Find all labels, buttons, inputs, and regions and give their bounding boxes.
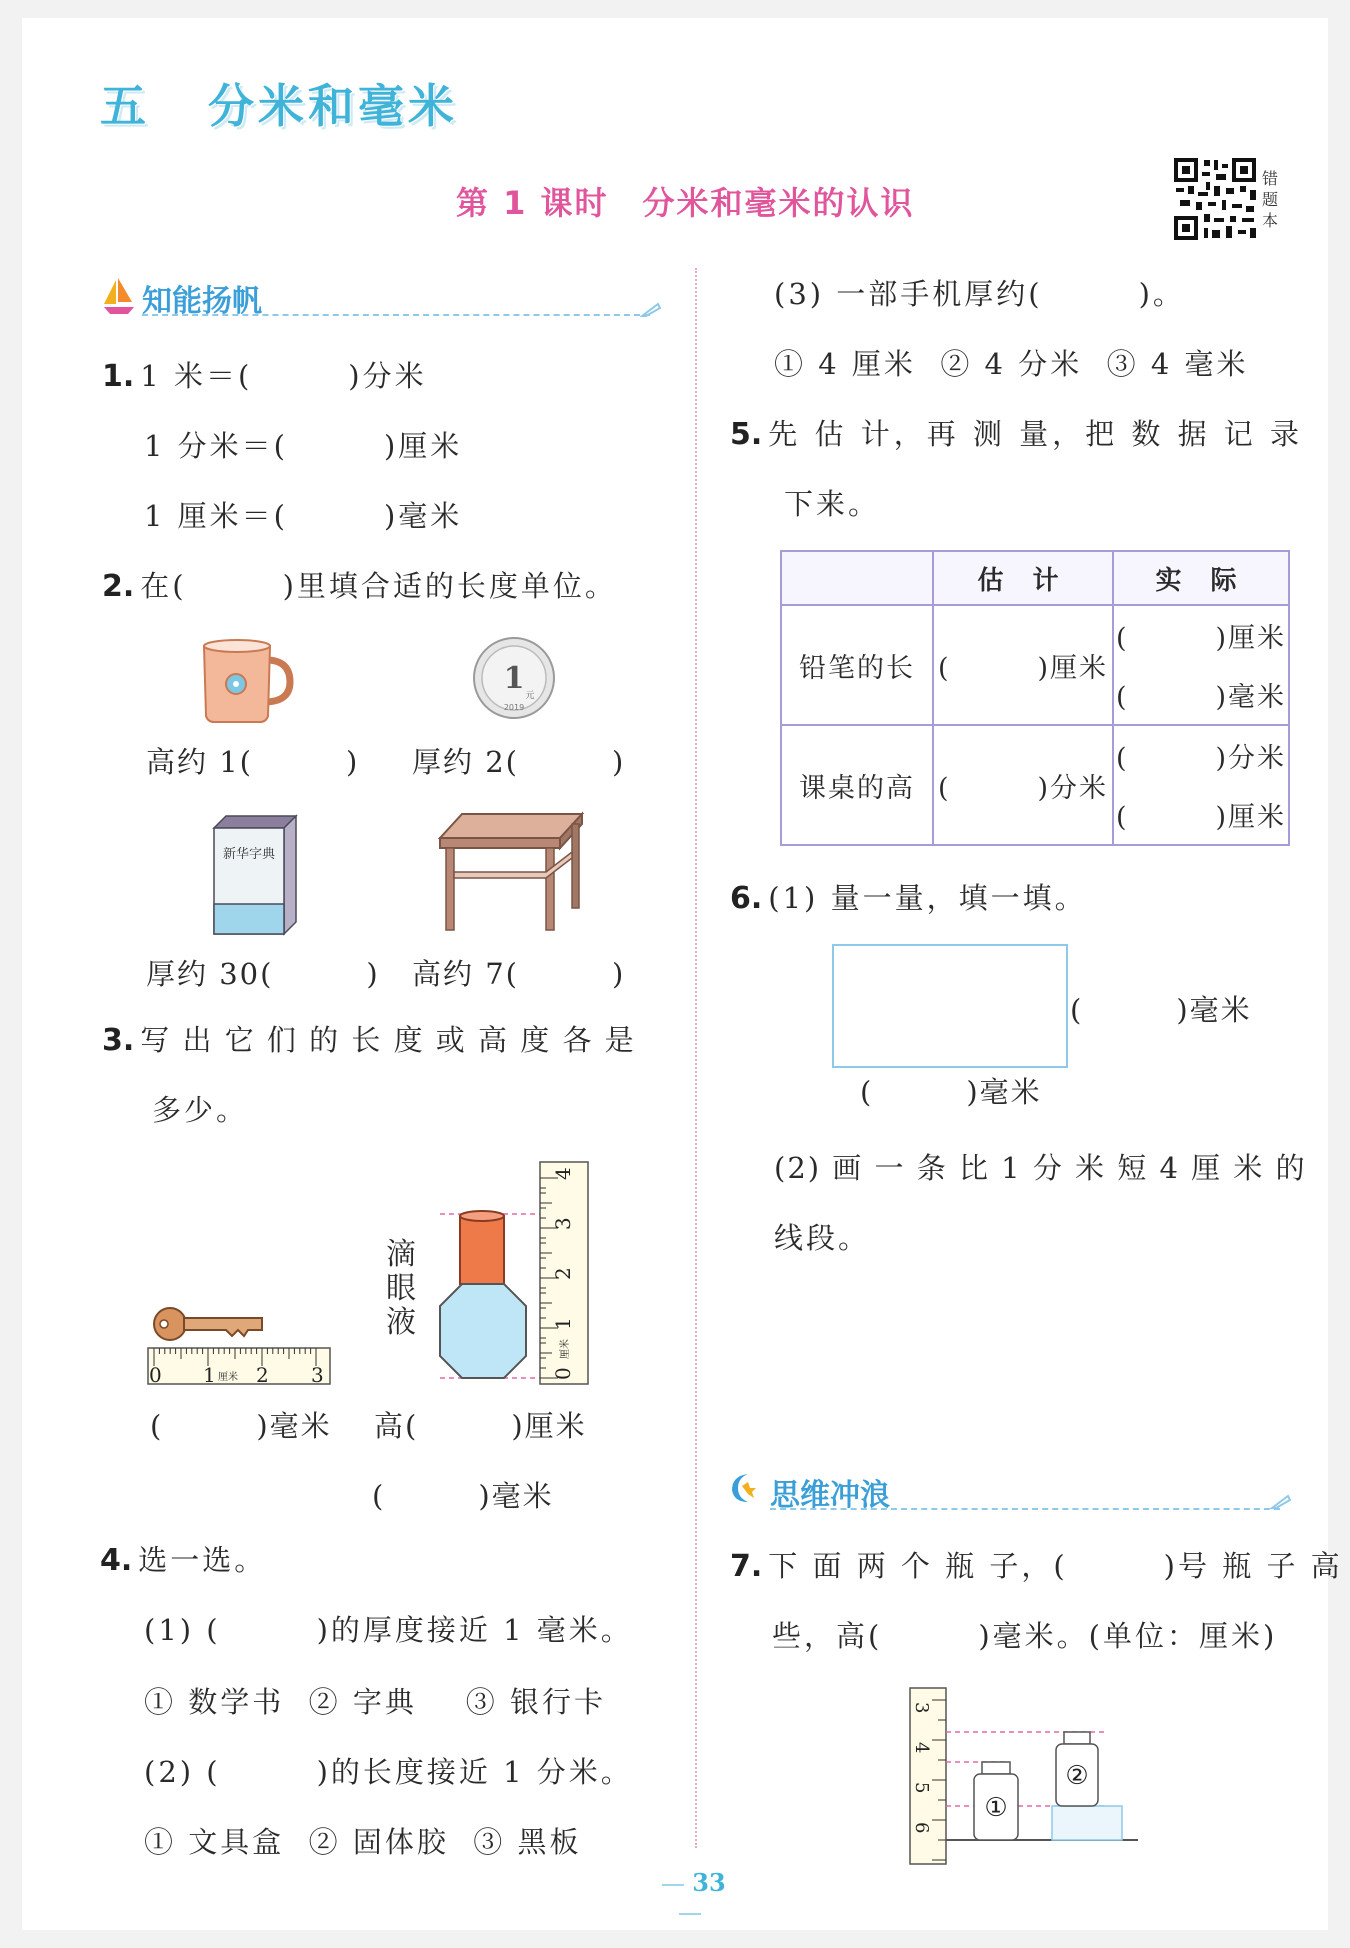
measure-rectangle	[832, 944, 1068, 1068]
wave-icon	[726, 1470, 762, 1506]
lesson-title: 第 1 课时 分米和毫米的认识	[456, 184, 915, 222]
key-answer: ( )毫米	[150, 1409, 332, 1443]
desk-caption: 高约 7( )	[412, 957, 626, 991]
vruler-tick-1: 1	[551, 1317, 575, 1330]
q3-line1	[102, 1018, 636, 1059]
qr-label: 错题本	[1262, 169, 1279, 230]
bottle-2-icon	[1056, 1732, 1098, 1806]
section-thinking: 思维冲浪	[770, 1478, 890, 1513]
section-line	[142, 314, 650, 316]
q5-number: 5.	[730, 417, 763, 452]
cup-icon	[200, 636, 296, 724]
page-number	[640, 1868, 740, 1926]
q4-part3-options: ① 4 厘米 ② 4 分米 ③ 4 毫米	[774, 347, 1249, 381]
coin-year: 2019	[503, 703, 525, 712]
book-label: 新华字典	[222, 847, 276, 862]
bottle-label	[386, 1238, 420, 1340]
q4-number: 4.	[100, 1543, 133, 1578]
q1-text-1: 1 米＝( )分米	[140, 359, 427, 393]
ruler-tick-3: 3	[311, 1363, 324, 1387]
coin-icon	[472, 636, 556, 720]
q2-text: 在( )里填合适的长度单位。	[140, 569, 617, 603]
table-row	[781, 605, 1289, 665]
ruler-tick-2: 2	[256, 1363, 269, 1387]
eye-drops-figure	[424, 1156, 594, 1388]
q5-line1	[730, 412, 1303, 453]
bottle-1-icon	[974, 1762, 1018, 1840]
q1-line3: 1 厘米＝( )毫米	[144, 499, 463, 533]
coin-caption: 厚约 2( )	[412, 745, 626, 779]
estimate-table	[780, 550, 1290, 846]
column-divider	[695, 268, 697, 1848]
q6-number: 6.	[730, 881, 763, 916]
book-caption: 厚约 30( )	[146, 957, 380, 991]
q6-part2-line2: 线段。	[774, 1221, 871, 1255]
desk-icon	[436, 808, 586, 934]
q3-line2: 多少。	[152, 1093, 249, 1127]
q7-tick-6: 6	[911, 1822, 932, 1834]
q6-part1: (1) 量一量，填一填。	[768, 881, 1087, 915]
pencil-actual-cm[interactable]: ( )厘米	[1113, 605, 1289, 665]
vruler-tick-3: 3	[551, 1217, 575, 1230]
key-ruler-figure	[146, 1296, 336, 1388]
q6-part2-line1: (2) 画 一 条 比 1 分 米 短 4 厘 米 的	[774, 1151, 1307, 1185]
unit-name: 分米和毫米	[208, 79, 458, 133]
bottle-1-label: ①	[984, 1793, 1008, 1823]
row-label-pencil: 铅笔的长	[781, 605, 933, 725]
table-header-blank	[781, 551, 933, 605]
table-header-actual: 实 际	[1113, 551, 1289, 605]
table-header-estimate: 估 计	[933, 551, 1113, 605]
page-number-text: 33	[692, 1868, 726, 1897]
bottle-label-1: 滴	[386, 1237, 416, 1272]
pencil-estimate[interactable]: ( )厘米	[933, 605, 1113, 725]
dictionary-icon	[210, 812, 302, 938]
eye-drops-bottle-icon	[440, 1211, 526, 1378]
two-bottles-figure	[908, 1686, 1148, 1866]
ruler-unit: 厘米	[218, 1372, 238, 1383]
q4-line	[100, 1538, 266, 1579]
coin-unit: 元	[525, 691, 535, 701]
q4-part2-options: ① 文具盒 ② 固体胶 ③ 黑板	[144, 1825, 582, 1859]
pen-icon	[1270, 1492, 1292, 1510]
bottle-2-stand	[1052, 1806, 1122, 1840]
qr-code-icon[interactable]	[1172, 156, 1258, 242]
q1-number: 1.	[102, 359, 135, 394]
section-line	[770, 1508, 1280, 1510]
q3-number: 3.	[102, 1023, 135, 1058]
sailboat-icon	[102, 276, 136, 316]
cup-caption: 高约 1( )	[146, 745, 360, 779]
q5-line2: 下来。	[784, 487, 881, 521]
q7-tick-4: 4	[911, 1742, 932, 1754]
unit-number: 五	[100, 79, 150, 133]
q3-text-1: 写 出 它 们 的 长 度 或 高 度 各 是	[140, 1023, 636, 1057]
q4-part2: (2) ( )的长度接近 1 分米。	[144, 1755, 633, 1789]
table-row	[781, 725, 1289, 785]
q7-line2: 些，高( )毫米。(单位：厘米)	[772, 1619, 1278, 1653]
vruler-tick-4: 4	[551, 1167, 575, 1180]
pencil-actual-mm[interactable]: ( )毫米	[1113, 665, 1289, 725]
q4-text: 选一选。	[138, 1543, 267, 1577]
q4-part1: (1) ( )的厚度接近 1 毫米。	[144, 1613, 633, 1647]
bottle-answer-cm: 高( )厘米	[374, 1409, 587, 1443]
q5-text-1: 先 估 计，再 测 量，把 数 据 记 录	[768, 417, 1304, 451]
desk-actual-cm[interactable]: ( )厘米	[1113, 785, 1289, 845]
q2-line	[102, 564, 617, 605]
rect-bottom-answer: ( )毫米	[860, 1075, 1042, 1109]
vruler-tick-2: 2	[551, 1267, 575, 1280]
q7-line1	[730, 1544, 1343, 1585]
key-icon	[154, 1308, 262, 1340]
q7-text-1: 下 面 两 个 瓶 子，( )号 瓶 子 高	[768, 1549, 1343, 1583]
vruler-unit: 厘米	[560, 1339, 571, 1359]
ruler-tick-1: 1	[203, 1363, 216, 1387]
coin-value: 1	[503, 661, 525, 696]
q4-part1-options: ① 数学书 ② 字典 ③ 银行卡	[144, 1685, 606, 1719]
ruler-tick-0: 0	[149, 1363, 162, 1387]
bottle-answer-mm: ( )毫米	[372, 1479, 554, 1513]
bottle-2-label: ②	[1065, 1761, 1089, 1791]
q1-line1	[102, 354, 427, 395]
q6-line1	[730, 876, 1087, 917]
unit-title	[100, 70, 458, 136]
pen-icon	[640, 300, 662, 318]
q7-tick-3: 3	[911, 1702, 932, 1714]
rect-side-answer: ( )毫米	[1070, 993, 1252, 1027]
vruler-tick-0: 0	[551, 1367, 575, 1380]
desk-actual-dm[interactable]: ( )分米	[1113, 725, 1289, 785]
q7-number: 7.	[730, 1549, 763, 1584]
q1-line2: 1 分米＝( )厘米	[144, 429, 463, 463]
section-knowledge: 知能扬帆	[142, 284, 262, 319]
bottle-label-3: 液	[386, 1305, 416, 1340]
q2-number: 2.	[102, 569, 135, 604]
q4-part3: (3) 一部手机厚约( )。	[774, 277, 1185, 311]
row-label-desk: 课桌的高	[781, 725, 933, 845]
bottle-label-2: 眼	[386, 1271, 416, 1306]
desk-estimate[interactable]: ( )分米	[933, 725, 1113, 845]
q7-tick-5: 5	[911, 1782, 932, 1794]
